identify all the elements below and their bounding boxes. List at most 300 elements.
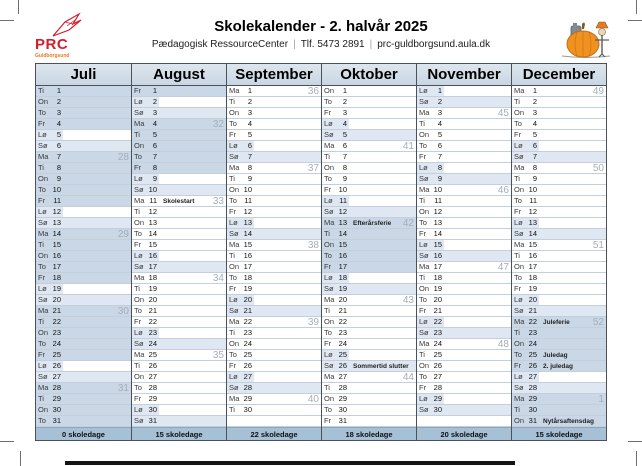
day-label	[322, 108, 349, 118]
weekday-abbrev: Ti	[229, 174, 235, 183]
weekday-abbrev: Fr	[229, 130, 237, 139]
weekday-abbrev: Fr	[229, 284, 237, 293]
weekday-abbrev: To	[419, 295, 427, 304]
weekday-abbrev: Lø	[514, 218, 523, 227]
day-row	[227, 86, 321, 97]
day-row	[512, 196, 606, 207]
day-number: 3	[152, 108, 157, 117]
day-content	[63, 108, 131, 118]
day-row	[417, 251, 511, 262]
day-content	[349, 196, 416, 206]
day-label	[132, 339, 159, 349]
day-number: 27	[338, 372, 347, 381]
day-row	[132, 163, 226, 174]
day-number: 2	[342, 97, 347, 106]
day-label	[322, 251, 349, 261]
day-label	[132, 108, 159, 118]
weekday-abbrev: Ti	[419, 119, 425, 128]
day-label	[227, 119, 254, 129]
day-label	[132, 174, 159, 184]
day-number: 4	[152, 119, 157, 128]
day-number: 28	[528, 383, 537, 392]
weekday-abbrev: Ma	[229, 240, 240, 249]
weekday-abbrev: To	[38, 339, 46, 348]
month-column-december	[511, 64, 606, 440]
day-label	[322, 229, 349, 239]
day-content	[254, 251, 321, 261]
day-row	[227, 218, 321, 229]
month-header: September	[227, 64, 321, 86]
day-content	[159, 350, 226, 360]
day-label	[36, 141, 63, 151]
day-label	[322, 383, 349, 393]
weekday-abbrev: To	[419, 141, 427, 150]
day-content	[63, 405, 131, 415]
day-label	[417, 317, 444, 327]
day-label	[322, 306, 349, 316]
title-block	[120, 18, 522, 50]
day-number: 26	[148, 361, 157, 370]
day-row	[512, 405, 606, 416]
crop-mark	[628, 441, 642, 442]
weekday-abbrev: On	[38, 174, 49, 183]
day-number: 26	[243, 361, 252, 370]
day-row	[322, 361, 416, 372]
day-content	[254, 284, 321, 294]
day-label	[36, 86, 63, 96]
day-number: 12	[52, 207, 61, 216]
day-label	[132, 163, 159, 173]
day-content	[254, 152, 321, 162]
day-row	[132, 317, 226, 328]
day-row	[132, 86, 226, 97]
weekday-abbrev: Sø	[229, 152, 239, 161]
weekday-abbrev: On	[134, 141, 145, 150]
weekday-abbrev: Sø	[38, 372, 48, 381]
day-content	[539, 163, 606, 173]
day-number: 1	[532, 86, 537, 95]
day-content	[539, 295, 606, 305]
weekday-abbrev: Sø	[38, 295, 48, 304]
day-label	[512, 306, 539, 316]
day-number: 25	[52, 350, 61, 359]
day-row	[36, 251, 131, 262]
day-label	[132, 284, 159, 294]
day-label	[322, 152, 349, 162]
day-row	[36, 163, 131, 174]
day-content	[63, 350, 131, 360]
day-row	[132, 174, 226, 185]
day-row	[512, 174, 606, 185]
day-row	[417, 119, 511, 130]
day-row	[132, 383, 226, 394]
day-label	[227, 86, 254, 96]
day-content	[254, 229, 321, 239]
day-content	[159, 416, 226, 426]
week-number: 48	[497, 339, 509, 350]
weekday-abbrev: Lø	[419, 240, 428, 249]
week-number: 1	[598, 394, 604, 405]
day-content	[539, 405, 606, 415]
day-row	[322, 262, 416, 273]
day-row	[227, 240, 321, 251]
day-row	[417, 240, 511, 251]
day-content	[254, 372, 321, 382]
day-row	[132, 350, 226, 361]
day-label	[36, 361, 63, 371]
weekday-abbrev: Lø	[419, 86, 428, 95]
weekday-abbrev: To	[38, 185, 46, 194]
weekday-abbrev: Lø	[324, 273, 333, 282]
day-content	[254, 130, 321, 140]
day-label	[227, 328, 254, 338]
day-content	[254, 97, 321, 107]
day-label	[417, 196, 444, 206]
weekday-abbrev: Fr	[324, 416, 332, 425]
day-number: 18	[528, 273, 537, 282]
day-number: 15	[338, 240, 347, 249]
day-label	[227, 394, 254, 404]
day-label	[132, 97, 159, 107]
weekday-abbrev: Ma	[324, 295, 335, 304]
weekday-abbrev: Sø	[134, 339, 144, 348]
weekday-abbrev: Ma	[324, 372, 335, 381]
day-content	[159, 163, 226, 173]
day-row	[322, 97, 416, 108]
day-row	[132, 141, 226, 152]
weekday-abbrev: To	[134, 229, 142, 238]
day-label	[227, 163, 254, 173]
weekday-abbrev: Ti	[134, 284, 140, 293]
day-label	[132, 361, 159, 371]
day-number: 20	[243, 295, 252, 304]
day-content	[254, 361, 321, 371]
weekday-abbrev: Ma	[514, 163, 525, 172]
day-number: 18	[52, 273, 61, 282]
day-number: 11	[434, 196, 442, 205]
day-content	[159, 119, 226, 129]
day-label	[36, 306, 63, 316]
day-content	[349, 295, 416, 305]
day-row	[36, 405, 131, 416]
day-row	[227, 284, 321, 295]
week-number: 28	[117, 152, 129, 163]
day-label	[512, 372, 539, 382]
weekday-abbrev: Ma	[134, 273, 145, 282]
day-row	[512, 185, 606, 196]
weekday-abbrev: Ti	[324, 229, 330, 238]
day-number: 27	[148, 372, 157, 381]
day-number: 23	[148, 328, 157, 337]
day-content	[159, 339, 226, 349]
day-label	[227, 207, 254, 217]
day-row	[512, 108, 606, 119]
day-number: 20	[52, 295, 61, 304]
day-content	[159, 262, 226, 272]
day-row	[322, 141, 416, 152]
day-number: 28	[243, 383, 252, 392]
day-label	[227, 108, 254, 118]
day-row	[322, 152, 416, 163]
day-content	[254, 317, 321, 327]
day-content	[63, 273, 131, 283]
day-row	[417, 339, 511, 350]
day-content	[444, 141, 511, 151]
crop-mark	[628, 20, 642, 21]
weekday-abbrev: To	[324, 405, 332, 414]
day-label	[132, 207, 159, 217]
day-row	[227, 174, 321, 185]
day-row	[512, 306, 606, 317]
day-label	[227, 141, 254, 151]
day-content	[539, 229, 606, 239]
day-row	[36, 141, 131, 152]
weekday-abbrev: On	[514, 185, 525, 194]
day-content	[539, 108, 606, 118]
day-content	[444, 284, 511, 294]
weekday-abbrev: To	[324, 97, 332, 106]
day-number: 24	[433, 339, 442, 348]
day-row	[322, 383, 416, 394]
day-row	[417, 361, 511, 372]
day-content	[444, 196, 511, 206]
day-number: 17	[52, 262, 61, 271]
weekday-abbrev: On	[514, 416, 525, 425]
weekday-abbrev: Fr	[134, 317, 142, 326]
day-content	[444, 174, 511, 184]
weekday-abbrev: To	[324, 328, 332, 337]
day-label	[132, 306, 159, 316]
day-number: 22	[52, 317, 61, 326]
month-column-oktober	[321, 64, 416, 440]
day-number: 3	[342, 108, 347, 117]
day-number: 31	[338, 416, 347, 425]
day-number: 14	[338, 229, 347, 238]
day-content	[159, 328, 226, 338]
day-row	[512, 97, 606, 108]
weekday-abbrev: Sø	[419, 97, 429, 106]
month-header: August	[132, 64, 226, 86]
day-label	[132, 416, 159, 426]
day-content	[444, 152, 511, 162]
day-number: 29	[338, 394, 347, 403]
day-number: 9	[532, 174, 537, 183]
day-number: 18	[243, 273, 252, 282]
weekday-abbrev: Sø	[419, 328, 429, 337]
day-content	[63, 152, 131, 162]
day-content	[159, 130, 226, 140]
weekday-abbrev: Ma	[229, 394, 240, 403]
day-label	[132, 295, 159, 305]
day-row	[322, 405, 416, 416]
day-number: 12	[338, 207, 347, 216]
day-label	[322, 405, 349, 415]
day-number: 29	[243, 394, 252, 403]
day-row	[417, 108, 511, 119]
day-number: 11	[149, 196, 157, 205]
weekday-abbrev: Fr	[324, 262, 332, 271]
day-label	[417, 284, 444, 294]
day-row	[36, 350, 131, 361]
day-content	[63, 284, 131, 294]
month-column-august	[131, 64, 226, 440]
day-content	[349, 416, 416, 426]
day-row	[36, 229, 131, 240]
day-label	[512, 119, 539, 129]
day-row	[132, 328, 226, 339]
day-number: 29	[433, 394, 442, 403]
day-content	[349, 394, 416, 404]
weekday-abbrev: On	[134, 218, 145, 227]
day-number: 7	[437, 152, 442, 161]
day-row	[322, 372, 416, 383]
day-label	[132, 394, 159, 404]
day-number: 31	[148, 416, 157, 425]
day-row	[36, 196, 131, 207]
day-label	[132, 328, 159, 338]
weekday-abbrev: Fr	[419, 152, 427, 161]
day-number: 8	[342, 163, 347, 172]
day-label	[417, 229, 444, 239]
weekday-abbrev: Sø	[134, 108, 144, 117]
day-row	[417, 394, 511, 405]
day-number: 25	[148, 350, 157, 359]
week-number: 36	[307, 86, 319, 97]
day-row	[417, 273, 511, 284]
weekday-abbrev: Fr	[514, 130, 522, 139]
day-label	[322, 119, 349, 129]
day-label	[36, 284, 63, 294]
day-content	[444, 251, 511, 261]
day-label	[227, 218, 254, 228]
day-row	[132, 361, 226, 372]
day-number: 29	[52, 394, 61, 403]
day-row	[512, 163, 606, 174]
weekday-abbrev: To	[419, 372, 427, 381]
day-content	[63, 383, 131, 393]
day-label	[36, 405, 63, 415]
day-row	[132, 372, 226, 383]
day-number: 28	[338, 383, 347, 392]
day-content	[159, 185, 226, 195]
day-label	[227, 350, 254, 360]
day-row	[227, 394, 321, 405]
crop-mark	[0, 441, 14, 442]
day-row	[36, 240, 131, 251]
weekday-abbrev: To	[514, 273, 522, 282]
day-row	[132, 240, 226, 251]
day-number: 5	[56, 130, 61, 139]
day-label	[512, 207, 539, 217]
day-label	[417, 405, 444, 415]
day-content	[539, 339, 606, 349]
day-label	[36, 196, 63, 206]
weekday-abbrev: Ti	[229, 328, 235, 337]
day-row	[36, 416, 131, 427]
weekday-abbrev: Fr	[38, 196, 46, 205]
day-row	[417, 317, 511, 328]
day-content	[444, 130, 511, 140]
weekday-abbrev: Lø	[514, 141, 523, 150]
day-row	[36, 174, 131, 185]
day-content	[539, 196, 606, 206]
day-label	[132, 119, 159, 129]
day-number: 7	[247, 152, 252, 161]
weekday-abbrev: Ti	[38, 240, 44, 249]
day-row	[227, 207, 321, 218]
day-content	[159, 284, 226, 294]
week-number: 41	[402, 141, 414, 152]
page-title: Skolekalender - 2. halvår 2025	[214, 18, 428, 35]
weekday-abbrev: Sø	[134, 416, 144, 425]
weekday-abbrev: Ma	[134, 196, 145, 205]
day-label	[417, 141, 444, 151]
weekday-abbrev: Lø	[514, 372, 523, 381]
day-row	[227, 196, 321, 207]
weekday-abbrev: Lø	[134, 405, 143, 414]
day-label	[512, 163, 539, 173]
day-row	[417, 174, 511, 185]
day-row	[417, 152, 511, 163]
weekday-abbrev: To	[38, 416, 46, 425]
day-row	[36, 295, 131, 306]
day-content	[159, 317, 226, 327]
week-number: 42	[402, 218, 414, 229]
weekday-abbrev: To	[419, 218, 427, 227]
weekday-abbrev: Ma	[38, 306, 49, 315]
day-row	[322, 317, 416, 328]
day-number: 16	[338, 251, 347, 260]
day-number: 24	[148, 339, 157, 348]
day-number: 18	[433, 273, 442, 282]
day-label	[512, 328, 539, 338]
day-number: 20	[148, 295, 157, 304]
weekday-abbrev: Fr	[514, 207, 522, 216]
day-row	[322, 163, 416, 174]
day-row	[417, 295, 511, 306]
day-number: 25	[338, 350, 347, 359]
day-content	[349, 229, 416, 239]
day-label	[512, 339, 539, 349]
day-label	[417, 119, 444, 129]
day-number: 22	[528, 317, 537, 326]
week-number: 33	[212, 196, 224, 207]
day-row	[227, 295, 321, 306]
day-number: 23	[243, 328, 252, 337]
day-label	[512, 152, 539, 162]
day-content	[539, 240, 606, 250]
day-number: 14	[243, 229, 252, 238]
weekday-abbrev: On	[324, 394, 335, 403]
day-content	[444, 218, 511, 228]
day-label	[36, 372, 63, 382]
day-number: 1	[56, 86, 61, 95]
day-number: 17	[433, 262, 442, 271]
weekday-abbrev: Sø	[229, 306, 239, 315]
day-number: 15	[243, 240, 252, 249]
weekday-abbrev: Ma	[419, 185, 430, 194]
day-number: 3	[56, 108, 61, 117]
day-content	[349, 108, 416, 118]
day-content	[539, 328, 606, 338]
day-label	[132, 152, 159, 162]
day-number: 4	[247, 119, 252, 128]
day-row	[36, 317, 131, 328]
day-label	[227, 97, 254, 107]
day-number: 23	[52, 328, 61, 337]
day-label	[132, 372, 159, 382]
day-content	[254, 350, 321, 360]
